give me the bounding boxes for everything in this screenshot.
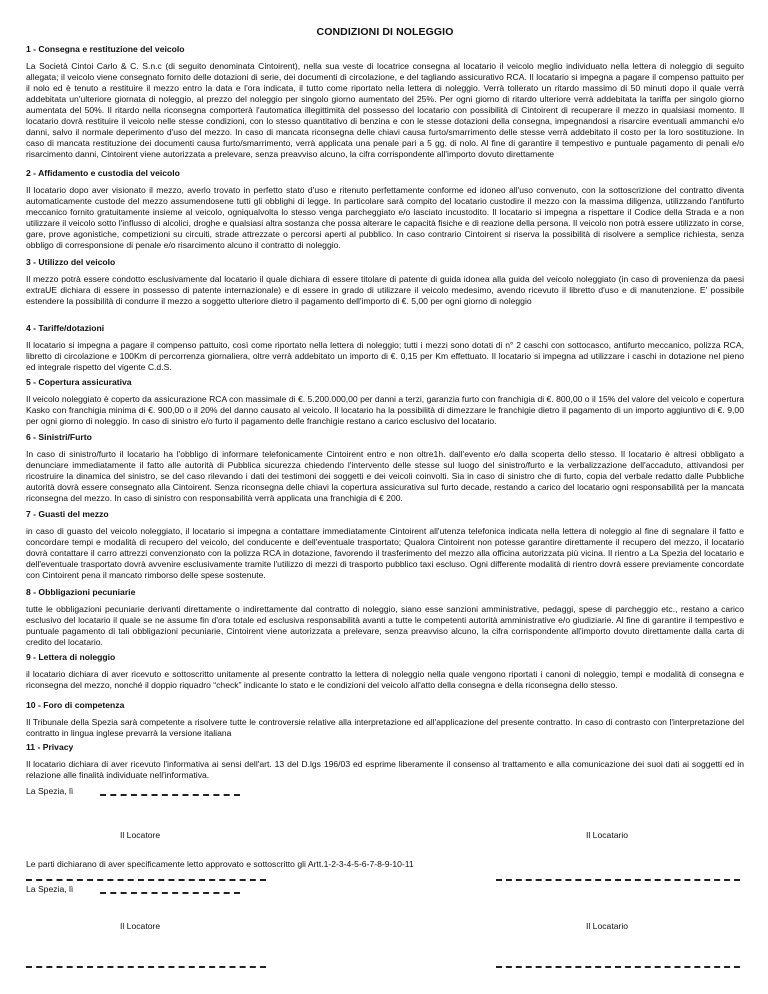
section-11: [26, 742, 744, 781]
section-text: Il veicolo noleggiato è coperto da assicurazione RCA con massimale di €. 5.200.000,00 per danni a terzi, garanzia furto con franchigia di €. 800,00 o il 15% del valore del veicolo e copertura Kasko con franchigia minima di €. 900,00 o il 20% del danno causato al veicolo. Il locatario ha la possibilità di dimezzare le franchigie dietro il pagamento di un importo aggiuntivo di €. 9,00 per ogni giorno di noleggio. In caso di sinistro e/o furto il pagamento delle franchigie restano a carico esclusivo del locatario.: [26, 394, 744, 426]
section-heading: 3 - Utilizzo del veicolo: [26, 257, 116, 267]
locatario-signature-line[interactable]: [496, 879, 740, 881]
section-text: Il Tribunale della Spezia sarà competente a risolvere tutte le controversie relative alla interpretazione ed all'applicazione del presente contratto. In caso di contrasto con l'interpretazione del contratto in lingua inglese prevarrà la versione italiana: [26, 717, 744, 738]
section-heading: 7 - Guasti del mezzo: [26, 509, 109, 519]
section-text: in caso di guasto del veicolo noleggiato, il locatario si impegna a contattare immediatamente Cintoirent all'utenza telefonica indicata nella lettera di noleggio al fine di segnalare il fatto e concordare tempi e modalità di recupero del veicolo, del conducente e dell'eventuale trasportato; Qualora Cintoirent non potesse garantire direttamente il recupero del mezzo, il locatario dovrà contattare il carro attrezzi convenzionato con la polizza RCA in dotazione, favorendo il trasferimento del mezzo alla officina autorizzata più vicina. Il rientro a La Spezia del locatario e dell'eventuale trasportato dovrà avvenire esclusivamente tramite l'utilizzo di mezzi di trasporto pubblico taxi escluso. Ogni differente modalità di rientro dovrà essere previamente concordate con Cintoirent pena il mancato rimborso delle spese sostenute.: [26, 526, 744, 580]
section-1: [26, 44, 744, 160]
section-text: tutte le obbligazioni pecuniarie derivanti direttamente o indirettamente dal contratto di noleggio, siano esse sanzioni amministrative, pedaggi, spese di parcheggio etc., restano a carico esclusivo del locatario il quale se ne assume fin d'ora totale ed esclusiva responsabilità avanti a tutte le competenti autorità amministrative e/o giudiziarie. Al fine di garantire il tempestivo e puntuale pagamento di tali obbligazioni pecuniarie, Cintoirent viene autorizzata a prelevare, senza preavviso alcuno, la cifra corrispondente all'importo dovuto direttamente dalla carta di credito del locatario.: [26, 604, 744, 647]
locatario-label-2: Il Locatario: [586, 921, 629, 931]
section-8: [26, 587, 744, 648]
section-heading: 4 - Tariffe/dotazioni: [26, 323, 105, 333]
section-text: In caso di sinistro/furto il locatario ha l'obbligo di informare telefonicamente Cintoirent entro e non oltre1h. dall'evento e/o dalla scoperta dello stesso. Il locatario è altresì obbligato a denunciare immediatamente il fatto alle autorità di Pubblica sicurezza chiedendo l'intervento delle stesse sul luogo del sinistro/furto e la verbalizzazione dell'accaduto, attivandosi per ricostruire la dinamica del sinistro, se del caso rilevando i dati dei testimoni dei soggetti e dei veicoli coinvolti. Sia in caso di sinistro che di furto, copia del verbale redatto dalle Pubbliche autorità dovrà essere consegnato alla Cintoirent. Senza riconsegna delle chiavi la copertura assicurativa sul furto decade, restando a carico del locatario ogni responsabilità per la mancata riconsegna del mezzo. In caso di sinistro con responsabilità verrà applicata una franchigia di € 200.: [26, 449, 744, 503]
section-3: [26, 257, 744, 307]
section-2: [26, 168, 744, 251]
document-title: CONDIZIONI DI NOLEGGIO: [316, 26, 454, 38]
section-7: [26, 509, 744, 581]
section-text: Il mezzo potrà essere condotto esclusivamente dal locatario il quale dichiara di essere titolare di patente di guida idonea alla guida del veicolo noleggiato (in caso di provenienza da paesi extraUE dichiara di essere in possesso di patente internazionale) e di essere in grado di utilizzare il veicolo medesimo, avendo ricevuto il libretto d'uso e di manutenzione. E' possibile estendere la possibilità di condurre il mezzo a soggetto ulteriore dietro il pagamento dell'importo di €. 5,00 per ogni giorno di noleggio: [26, 274, 744, 306]
section-text: Il locatario dopo aver visionato il mezzo, averlo trovato in perfetto stato d'uso e ritenuto perfettamente conforme ed idoneo all'uso convenuto, con la sottoscrizione del contratto diventa automaticamente custode del mezzo assumendosene tutti gli obblighi di legge. In particolare sarà compito del locatario custodire il mezzo con la massima diligenza, utilizzando l'antifurto meccanico fornito gratuitamente insieme al veicolo, ogniqualvolta lo stesso venga parcheggiato e/o lasciato incustodito. Il locatario si impegna a rispettare il Codice della Strada e a non utilizzare il veicolo sotto l'influsso di alcolici, droghe e qualsiasi altra sostanza che possa alterare le capacità fisiche e di reazione della persona. Il veicolo non potrà essere utilizzato in corse, gare, prove agonistiche, competizioni su circuiti, strade attrezzate o percorsi aperti al pubblico. In caso contrario Cintoirent si riserva la possibilità di risolvere a semplice richiesta, senza obbligo di corresponsione di penale e/o risarcimento alcuno il contratto di noleggio.: [26, 185, 744, 250]
section-6: [26, 432, 744, 504]
date-field-2[interactable]: [100, 892, 240, 894]
section-heading: 5 - Copertura assicurativa: [26, 377, 132, 387]
section-5: [26, 377, 744, 427]
section-heading: 8 - Obbligazioni pecuniarie: [26, 587, 136, 597]
locatore-signature-line[interactable]: [26, 879, 266, 881]
section-text: La Società Cintoi Carlo & C. S.n.c (di seguito denominata Cintoirent), nella sua veste di locatrice consegna al locatario il veicolo meglio individuato nella lettera di noleggio di seguito allegata; il veicolo viene consegnato fornito delle dotazioni di serie, dei documenti di circolazione, e del tagliando assicurativo RCA. Il locatario si impegna a pagare il compenso pattuito per il nolo ed è tenuto a restituire il mezzo entro la data e l'ora indicata, il tutto come riportato nella lettera di noleggio. Verrà tollerato un ritardo massimo di 50 minuti dopo il quale verrà addebitata un'ulteriore giornata di noleggio, al prezzo del noleggio per singolo giorno aumentato del 25%. Per ogni giorno di ritardo ulteriore verrà addebitata la tariffa per singolo giorno aumentata del 50%. Il ritardo nella riconsegna comporterà l'automatica illegittimità del possesso del locatario con possibilità di Cintoirent di recuperare il mezzo in qualsiasi momento. Il locatario dovrà restituire il veicolo nelle stesse condizioni, con lo stesso quantitativo di benzina e con le stesse dotazioni della consegna, impegnandosi a risarcire eventuali ammanchi e/o danni, salvo il normale deperimento d'uso del mezzo. In caso di mancata riconsegna delle chiavi causa furto/smarrimento delle stesse verrà addebitato il costo per la loro sostituzione. In caso di mancata restituzione dei documenti causa furto/smarrimento, verrà applicata una penale pari a 5 gg. di nolo. Al fine di garantire il tempestivo e puntuale pagamento di penali e/o risarcimento danni, Cintoirent viene autorizzata a prelevare, senza preavviso alcuno, la cifra corrispondente all'importo dovuto direttamente: [26, 61, 744, 159]
locatore-label: Il Locatore: [120, 830, 161, 840]
locatore-signature-line-2[interactable]: [26, 966, 266, 968]
locatario-label: Il Locatario: [586, 830, 629, 840]
section-9: [26, 652, 744, 691]
section-text: Il locatario si impegna a pagare il compenso pattuito, così come riportato nella lettera di noleggio; tutti i mezzi sono dotati di n° 2 caschi con sottocasco, antifurto meccanico, polizza RCA, libretto di circolazione e 100Km di percorrenza giornaliera, oltre verrà addebitato un importo di €. 0,15 per Km effettuato. Il locatario si impegna ad utilizzare i caschi in dotazione nel pieno ed integrale rispetto del vigente C.d.S.: [26, 340, 744, 372]
place-date-label: La Spezia, lì: [26, 786, 74, 796]
section-heading: 9 - Lettera di noleggio: [26, 652, 116, 662]
section-heading: 2 - Affidamento e custodia del veicolo: [26, 168, 180, 178]
section-heading: 1 - Consegna e restituzione del veicolo: [26, 44, 185, 54]
approval-statement: Le parti dichiarano di aver specificamente letto approvato e sottoscritto gli Artt.1-2-3-4-5-6-7-8-9-10-11: [26, 859, 414, 869]
section-text: il locatario dichiara di aver ricevuto e sottoscritto unitamente al presente contratto la lettera di noleggio nella quale vengono riportati i canoni di noleggio, tempi e modalità di consegna e riconsegna del mezzo, nonché il doppio riquadro “check” indicante lo stato e le condizioni del veicolo all'atto della consegna e della riconsegna dello stesso.: [26, 669, 744, 690]
locatario-signature-line-2[interactable]: [496, 966, 740, 968]
section-heading: 11 - Privacy: [26, 742, 74, 752]
section-4: [26, 323, 744, 373]
section-heading: 6 - Sinistri/Furto: [26, 432, 92, 442]
section-text: Il locatario dichiara di aver ricevuto l'informativa ai sensi dell'art. 13 del D.lgs 196/03 ed esprime liberamente il consenso al trattamento e alla comunicazione dei suoi dati ai soggetti ed in relazione alle finalità individuate nell'informativa.: [26, 759, 744, 780]
place-date-label-2: La Spezia, lì: [26, 884, 74, 894]
section-10: [26, 700, 744, 739]
section-heading: 10 - Foro di competenza: [26, 700, 125, 710]
locatore-label-2: Il Locatore: [120, 921, 161, 931]
date-field[interactable]: [100, 794, 240, 796]
